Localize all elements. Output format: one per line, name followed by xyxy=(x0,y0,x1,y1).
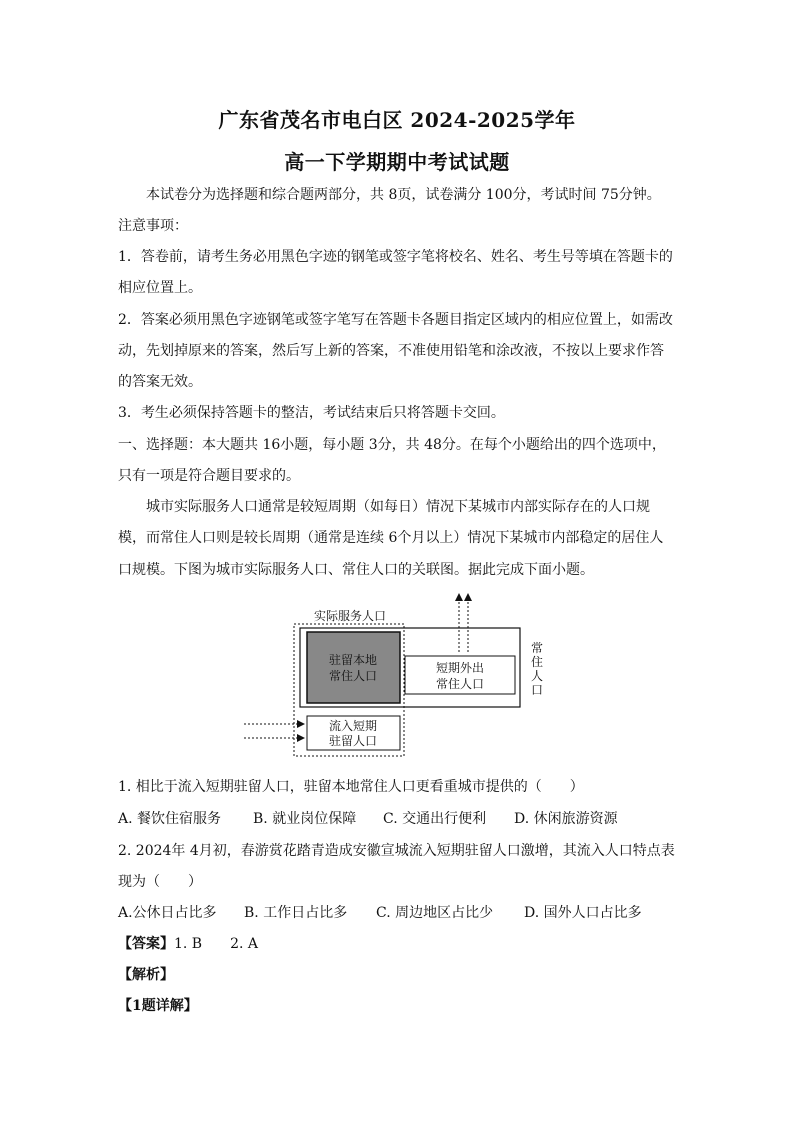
outgoing-label-2: 常住人口 xyxy=(435,677,485,691)
answer-line xyxy=(118,934,678,954)
local-resident-box xyxy=(307,632,400,703)
outgoing-label-1: 短期外出 xyxy=(435,661,485,675)
note-item-2-line1: 2．答案必须用黑色字迹钢笔或签字笔写在答题卡各题目指定区域内的相应位置上，如需改 xyxy=(118,312,673,328)
page-title-line2: 高一下学期期中考试试题 xyxy=(284,150,510,174)
resident-side-char-1: 常 xyxy=(530,641,544,655)
inflow-label-2: 驻留人口 xyxy=(328,734,378,748)
note-item-1-line2: 相应位置上。 xyxy=(118,280,202,296)
question-2-stem-line2: 现为（ ） xyxy=(118,874,202,890)
question-1-stem: 1. 相比于流入短期驻留人口，驻留本地常住人口更看重城市提供的（ ） xyxy=(118,779,584,795)
question-1-option-d: D. 休闲旅游资源 xyxy=(514,811,618,827)
population-diagram xyxy=(240,592,560,762)
answer-label: 【答案】 xyxy=(118,936,174,952)
passage-line1: 城市实际服务人口通常是较短周期（如每日）情况下某城市内部实际存在的人口规 xyxy=(146,499,650,515)
local-resident-label-2: 常住人口 xyxy=(328,669,378,683)
passage-line2: 模，而常住人口则是较长周期（通常是连续 6个月以上）情况下某城市内部稳定的居住人 xyxy=(118,530,664,546)
intro-text: 本试卷分为选择题和综合题两部分，共 8页，试卷满分 100分，考试时间 75分钟。 xyxy=(146,187,661,203)
note-item-1-line1: 1．答卷前，请考生务必用黑色字迹的钢笔或签字笔将校名、姓名、考生号等填在答题卡的 xyxy=(118,249,673,265)
local-resident-label-1: 驻留本地 xyxy=(328,653,378,667)
note-item-2-line2: 动，先划掉原来的答案，然后写上新的答案，不准使用铅笔和涂改液，不按以上要求作答 xyxy=(118,343,664,359)
question-1-option-c: C. 交通出行便利 xyxy=(383,811,487,827)
question-1-option-a: A. 餐饮住宿服务 xyxy=(118,811,222,827)
inflow-label-1: 流入短期 xyxy=(328,719,378,733)
note-item-2-line3: 的答案无效。 xyxy=(118,374,202,390)
resident-side-char-2: 住 xyxy=(530,655,544,669)
note-item-3: 3．考生必须保持答题卡的整洁，考试结束后只将答题卡交回。 xyxy=(118,405,505,421)
question-2-option-c: C. 周边地区占比少 xyxy=(376,905,494,921)
diagram-outer-label: 实际服务人口 xyxy=(314,609,387,623)
notes-heading: 注意事项： xyxy=(118,218,188,234)
question-1-option-b: B. 就业岗位保障 xyxy=(253,811,357,827)
passage-line3: 口规模。下图为城市实际服务人口、常住人口的关联图。据此完成下面小题。 xyxy=(118,562,594,578)
resident-side-char-3: 人 xyxy=(530,669,544,683)
section1-instructions-line1: 一、选择题：本大题共 16小题，每小题 3分，共 48分。在每个小题给出的四个选项中， xyxy=(118,437,666,453)
section1-instructions-line2: 只有一项是符合题目要求的。 xyxy=(118,468,300,484)
question-2-option-a: A.公休日占比多 xyxy=(118,905,217,921)
question-2-option-b: B. 工作日占比多 xyxy=(244,905,348,921)
question-1-detail-label: 【1题详解】 xyxy=(118,998,198,1014)
resident-side-char-4: 口 xyxy=(530,683,544,697)
answer-text: 1. B 2. A xyxy=(174,936,259,952)
analysis-label: 【解析】 xyxy=(118,967,174,983)
page-title-line1: 广东省茂名市电白区 2024-2025学年 xyxy=(218,108,576,132)
question-2-option-d: D. 国外人口占比多 xyxy=(524,905,642,921)
question-2-stem-line1: 2. 2024年 4月初，春游赏花踏青造成安徽宣城流入短期驻留人口激增，其流入人口特点表 xyxy=(118,843,675,859)
